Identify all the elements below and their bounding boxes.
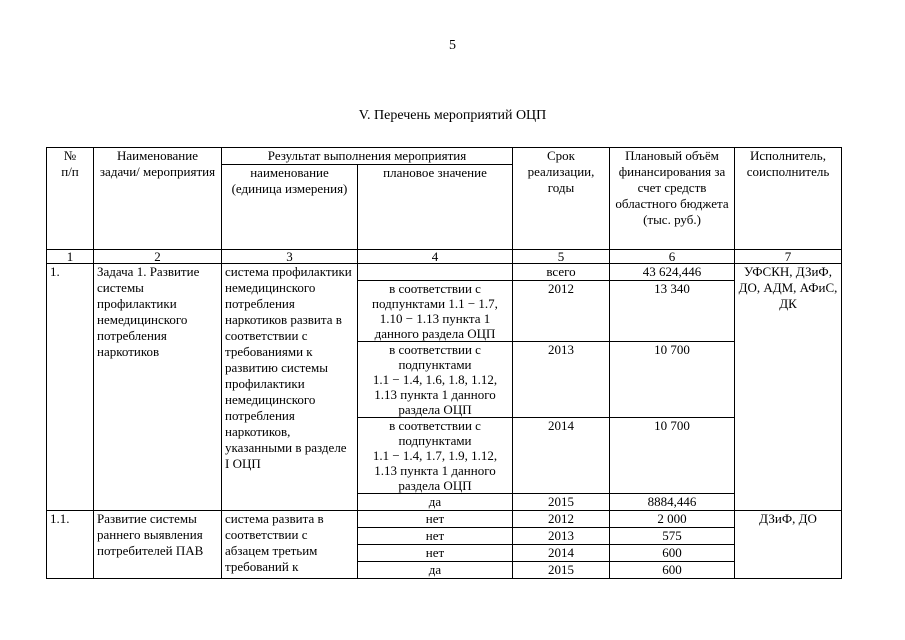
row-amount: 13 340	[610, 281, 735, 342]
header-row-1	[47, 148, 842, 165]
header-funding: Плановый объём финансирования за счет средств областного бюджета (тыс. руб.)	[610, 148, 735, 250]
col-number: 7	[735, 250, 842, 264]
header-result-name: наименование (единица измерения)	[222, 165, 358, 250]
section-title: V. Перечень мероприятий ОЦП	[358, 108, 547, 123]
row-year: 2012	[513, 511, 610, 528]
row-year: 2013	[513, 342, 610, 418]
row-year: 2014	[513, 545, 610, 562]
row-amount: 8884,446	[610, 494, 735, 511]
row-year: 2013	[513, 528, 610, 545]
row-task-name: Задача 1. Развитие системы профилактики немедицинского потребления наркотиков	[94, 264, 222, 511]
column-numbers-row	[47, 250, 842, 264]
header-plan-value: плановое значение	[358, 165, 513, 250]
row-plan-value: в соответствии с подпунктами 1.1 − 1.7, 1.10 − 1.13 пункта 1 данного раздела ОЦП	[358, 281, 513, 342]
col-number: 4	[358, 250, 513, 264]
row-amount: 10 700	[610, 418, 735, 494]
col-number: 5	[513, 250, 610, 264]
row-plan-value: нет	[358, 545, 513, 562]
row-result-name: система профилактики немедицинского потребления наркотиков развита в соответствии с требованиями к развитию системы профилактики немедицинского потребления наркотиков, указанными в разделе I ОЦП	[222, 264, 358, 511]
row-year: 2014	[513, 418, 610, 494]
row-amount: 600	[610, 545, 735, 562]
row-executor: ДЗиФ, ДО	[735, 511, 842, 579]
header-term: Срок реализации, годы	[513, 148, 610, 250]
row-plan-value: в соответствии с подпунктами 1.1 − 1.4, 1.6, 1.8, 1.12, 1.13 пункта 1 данного раздела ОЦП	[358, 342, 513, 418]
row-year: 2015	[513, 494, 610, 511]
row-year: 2015	[513, 562, 610, 579]
row-year: 2012	[513, 281, 610, 342]
row-amount: 2 000	[610, 511, 735, 528]
row-result-name: система развита в соответствии с абзацем третьим требований к	[222, 511, 358, 579]
col-number: 2	[94, 250, 222, 264]
row-plan-value: да	[358, 562, 513, 579]
row-plan-value	[358, 264, 513, 281]
row-amount: 600	[610, 562, 735, 579]
table-row	[47, 511, 842, 528]
header-executor: Исполнитель, соисполнитель	[735, 148, 842, 250]
row-executor: УФСКН, ДЗиФ, ДО, АДМ, АФиС, ДК	[735, 264, 842, 511]
row-plan-value: нет	[358, 511, 513, 528]
header-num: № п/п	[47, 148, 94, 250]
header-task-name: Наименование задачи/ мероприятия	[94, 148, 222, 250]
row-task-name: Развитие системы раннего выявления потребителей ПАВ	[94, 511, 222, 579]
measures-table	[46, 147, 842, 579]
col-number: 3	[222, 250, 358, 264]
row-plan-value: в соответствии с подпунктами 1.1 − 1.4, 1.7, 1.9, 1.12, 1.13 пункта 1 данного раздела ОЦП	[358, 418, 513, 494]
page-number: 5	[449, 38, 456, 53]
col-number: 1	[47, 250, 94, 264]
table-row	[47, 264, 842, 281]
col-number: 6	[610, 250, 735, 264]
row-year: всего	[513, 264, 610, 281]
row-number: 1.1.	[47, 511, 94, 579]
row-plan-value: да	[358, 494, 513, 511]
row-amount: 575	[610, 528, 735, 545]
row-plan-value: нет	[358, 528, 513, 545]
row-amount: 43 624,446	[610, 264, 735, 281]
row-number: 1.	[47, 264, 94, 511]
row-amount: 10 700	[610, 342, 735, 418]
header-result-group: Результат выполнения мероприятия	[222, 148, 513, 165]
